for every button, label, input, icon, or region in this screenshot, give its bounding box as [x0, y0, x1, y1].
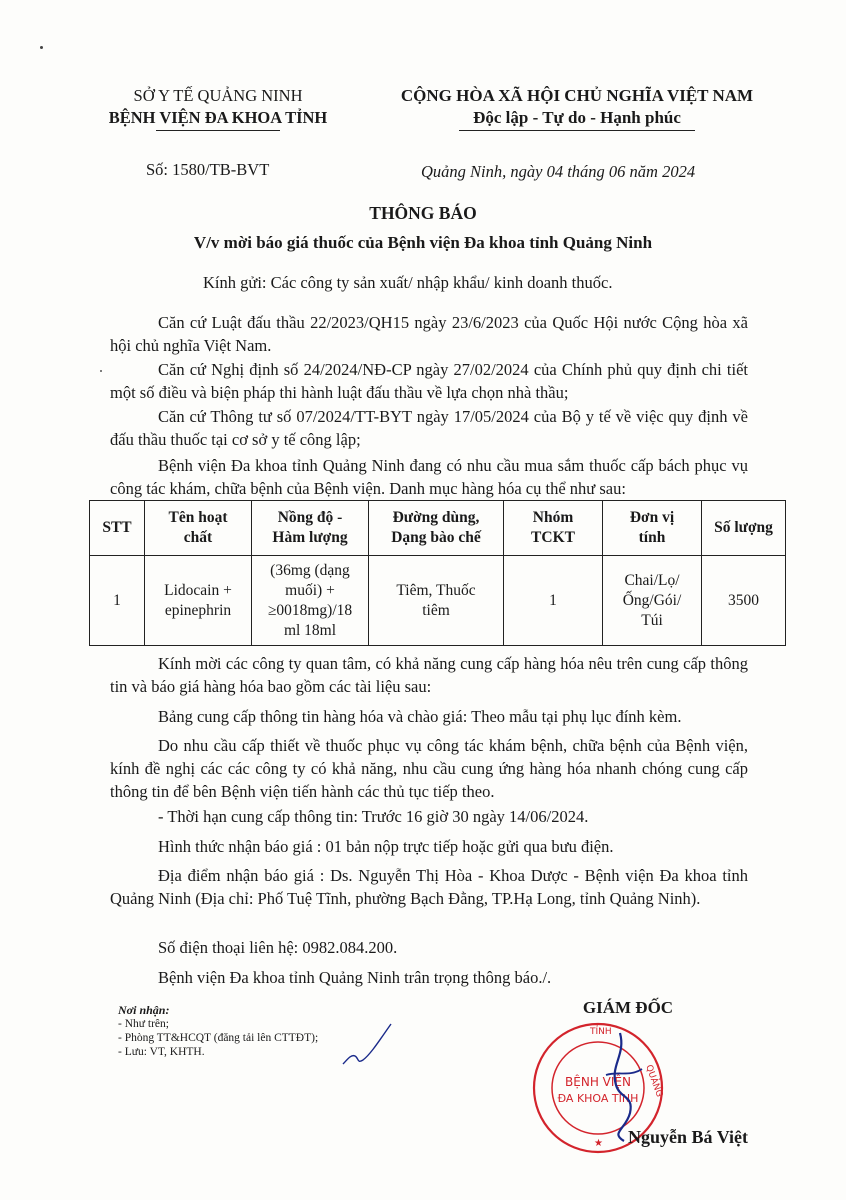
doc-subject: V/v mời báo giá thuốc của Bệnh viện Đa khoa tỉnh Quảng Ninh: [193, 233, 653, 252]
cell-unit: Chai/Lọ/ Ống/Gói/ Túi: [603, 556, 702, 646]
cell-route: Tiêm, Thuốc tiêm: [369, 556, 504, 646]
cell-concentration: (36mg (dạng muối) + ≥0018mg)/18 ml 18ml: [252, 556, 369, 646]
recipient-line: - Phòng TT&HCQT (đăng tải lên CTTĐT);: [118, 1032, 319, 1044]
deadline: - Thời hạn cung cấp thông tin: Trước 16 giờ 30 ngày 14/06/2024.: [158, 807, 589, 826]
urgency-request: Do nhu cầu cấp thiết về thuốc phục vụ công tác khám bệnh, chữa bệnh của Bệnh viện, kính đề nghị các các công ty có khả năng, nhu cầu cung ứng hàng hóa nhanh chóng cung cấp thông tin để bên Bệnh viện tiến hành các thủ tục tiếp theo.: [110, 736, 748, 801]
table-row: [90, 556, 786, 646]
doc-title: THÔNG BÁO: [369, 203, 477, 223]
table-header-row: [90, 501, 786, 556]
contact-phone: Số điện thoại liên hệ: 0982.084.200.: [158, 938, 398, 957]
col-active-ingredient: Tên hoạt chất: [145, 501, 252, 556]
col-stt: STT: [90, 501, 145, 556]
seal-ring-right: QUẢNG: [643, 1063, 665, 1099]
agency-underline: [156, 130, 280, 131]
motto-underline: [459, 130, 695, 131]
seal-line-1: BỆNH VIỆN: [565, 1075, 631, 1089]
doc-number: Số: 1580/TB-BVT: [146, 160, 270, 179]
seal-ring-top: TỈNH: [590, 1027, 612, 1037]
col-concentration: Nồng độ - Hàm lượng: [252, 501, 369, 556]
recipients-block: [118, 1003, 318, 1059]
agency-name: BỆNH VIỆN ĐA KHOA TỈNH: [108, 108, 328, 127]
cell-quantity: 3500: [702, 556, 786, 646]
recipient-line: - Như trên;: [118, 1018, 169, 1030]
invitation: Kính mời các công ty quan tâm, có khả năng cung cấp hàng hóa nêu trên cung cấp thông tin và báo giá hàng hóa bao gồm các tài liệu sau:: [110, 654, 748, 696]
basis-circular: Căn cứ Thông tư số 07/2024/TT-BYT ngày 17/05/2024 của Bộ y tế về việc quy định về đấu thầu thuốc tại cơ sở y tế công lập;: [110, 407, 748, 449]
motto: Độc lập - Tự do - Hạnh phúc: [473, 108, 681, 127]
col-quantity: Số lượng: [702, 501, 786, 556]
scan-speck: [40, 46, 43, 49]
closing: Bệnh viện Đa khoa tỉnh Quảng Ninh trân trọng thông báo./.: [158, 968, 552, 987]
place-date: Quảng Ninh, ngày 04 tháng 06 năm 2024: [421, 162, 696, 181]
info-sheet: Bảng cung cấp thông tin hàng hóa và chào giá: Theo mẫu tại phụ lục đính kèm.: [158, 707, 682, 726]
col-unit: Đơn vị tính: [603, 501, 702, 556]
agency-block: [88, 85, 348, 131]
seal-line-2: ĐA KHOA TỈNH: [557, 1092, 639, 1105]
drug-table: [89, 500, 786, 646]
cell-group: 1: [504, 556, 603, 646]
initial-signature: [335, 1020, 395, 1070]
cell-stt: 1: [90, 556, 145, 646]
submission-address: Địa điểm nhận báo giá : Ds. Nguyễn Thị Hòa - Khoa Dược - Bệnh viện Đa khoa tỉnh Quảng Ninh (Địa chỉ: Phố Tuệ Tĩnh, phường Bạch Đằng, TP.Hạ Long, tỉnh Quảng Ninh).: [110, 866, 748, 908]
purchase-need: Bệnh viện Đa khoa tỉnh Quảng Ninh đang có nhu cầu mua sắm thuốc cấp bách phục vụ công tác khám, chữa bệnh của Bệnh viện. Danh mục hàng hóa cụ thể như sau:: [110, 456, 748, 498]
cell-active-ingredient: Lidocain + epinephrin: [145, 556, 252, 646]
nation-title: CỘNG HÒA XÃ HỘI CHỦ NGHĨA VIỆT NAM: [400, 86, 754, 105]
basis-decree: Căn cứ Nghị định số 24/2024/NĐ-CP ngày 27/02/2024 của Chính phủ quy định chi tiết một số điều và biện pháp thi hành luật đấu thầu về lựa chọn nhà thầu;: [110, 360, 748, 402]
submission-method: Hình thức nhận báo giá : 01 bản nộp trực tiếp hoặc gửi qua bưu điện.: [158, 837, 614, 856]
svg-text:★: ★: [594, 1138, 603, 1149]
col-route: Đường dùng, Dạng bào chế: [369, 501, 504, 556]
signer-role: GIÁM ĐỐC: [582, 998, 674, 1017]
basis-law: Căn cứ Luật đấu thầu 22/2023/QH15 ngày 23/6/2023 của Quốc Hội nước Cộng hòa xã hội chủ nghĩa Việt Nam.: [110, 313, 748, 355]
recipients-title: Nơi nhận:: [118, 1003, 170, 1017]
nation-block: [372, 85, 782, 131]
addressee: Kính gửi: Các công ty sản xuất/ nhập khẩu/ kinh doanh thuốc.: [203, 273, 613, 292]
col-group: Nhóm TCKT: [504, 501, 603, 556]
scan-speck: [100, 370, 102, 372]
agency-parent: SỞ Y TẾ QUẢNG NINH: [133, 86, 303, 105]
recipient-line: - Lưu: VT, KHTH.: [118, 1046, 205, 1058]
signer-name: Nguyễn Bá Việt: [628, 1127, 749, 1147]
